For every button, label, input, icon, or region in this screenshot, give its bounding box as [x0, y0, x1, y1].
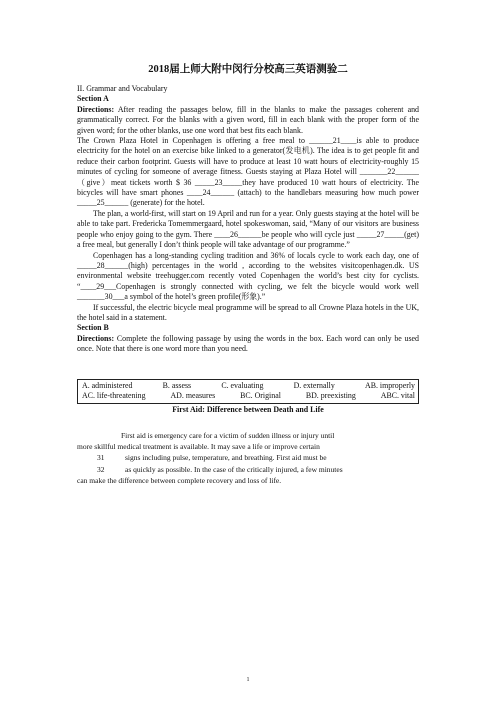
section-b-label: Section B — [77, 323, 109, 333]
word-option: AB. improperly — [365, 380, 415, 390]
word-option: A. administered — [82, 380, 133, 390]
paragraph: Copenhagen has a long-standing cycling tradition and 36% of locals cycle to work each day, one of _____28______(high) percentages in the world , according to the websites visitcopenhagen.dk. US environmental website treehugger.com recently voted Copenhagen the world’s best city for cyclists. “____29___Copenhagen is strongly connected with cycling, we felt the bicycle would work well _______30___a symbol of the hotel’s green profile(形象).” — [77, 250, 419, 302]
paragraph: The plan, a world-first, will start on 19 April and run for a year. Only guests staying at the hotel will be able to take part. Fredericka Tomemmergaard, hotel spokeswoman, said, “Many of our visitors are business people who enjoy going to the gym. There ____26______be people who will cycle just _____27_____(get) a free meal, but generally I don’t think people will take advantage of our programme.” — [77, 208, 419, 250]
word-box-row — [82, 381, 415, 392]
passage-title: First Aid: Difference between Death and Life — [172, 405, 324, 415]
word-option: AC. life-threatening — [82, 391, 146, 401]
directions-label: Directions: — [77, 104, 115, 114]
word-box — [77, 379, 419, 405]
directions-text: Complete the following passage by using the words in the box. Each word can only be used once. Note that there is one word more than you need. — [77, 333, 419, 354]
section-a-directions — [77, 105, 419, 136]
passage-line — [77, 452, 419, 463]
passage-line-text: signs including pulse, temperature, and breathing. First aid must be — [125, 453, 327, 463]
passage-line: can make the difference between complete recovery and loss of life. — [77, 476, 282, 486]
word-option: AD. measures — [170, 391, 216, 401]
word-option: BD. preexisting — [305, 391, 356, 401]
directions-label: Directions: — [77, 333, 115, 343]
directions-text: After reading the passages below, fill in the blanks to make the passages coherent and grammatically correct. For the blanks with a given word, fill in each blank with the proper form of the given word; for the other blanks, use one word that best fits each blank. — [77, 104, 419, 135]
word-option: B. assess — [162, 380, 192, 390]
blank-number: 31 — [97, 453, 105, 463]
word-option: BC. Original — [240, 391, 281, 401]
section-heading: II. Grammar and Vocabulary — [77, 84, 168, 93]
blank-number: 32 — [97, 464, 105, 474]
paragraph: If successful, the electric bicycle meal programme will be spread to all Crowne Plaza hotels in the UK, the hotel said in a statement. — [77, 302, 419, 322]
passage-line — [77, 464, 419, 475]
passage-line: First aid is emergency care for a victim of sudden illness or injury until — [121, 430, 335, 440]
word-option: ABC. vital — [380, 391, 415, 401]
word-box-row — [82, 391, 415, 402]
section-a-label: Section A — [77, 94, 109, 104]
paragraph: The Crown Plaza Hotel in Copenhagen is offering a free meal to ______21____is able to produce electricity for the hotel on an exercise bike linked to a generator(发电机). The idea is to get people fit and reduce their carbon footprint. Guests will have to produce at least 10 watt hours of electricity-roughly 15 minutes of cycling for someone of average fitness. Guests staying at Plaza Hotel will _______22______（give）meat tickets worth $ 36 _____23_____they have produced 10 watt hours of electricity. The bicycles will have smart phones ____24______ (attach) to the handlebars measuring how much power _____25______ (generate) for the hotel. — [77, 136, 419, 208]
section-b-directions — [77, 334, 419, 355]
page-title: 2018届上师大附中闵行分校高三英语测验二 — [148, 64, 348, 75]
word-option: C. evaluating — [221, 380, 264, 390]
document-body — [77, 84, 419, 487]
passage-b — [77, 430, 419, 487]
passage-line: more skillful medical treatment is available. It may save a life or improve certain — [77, 441, 320, 451]
page-number: 1 — [246, 677, 250, 683]
passage-line-text: as quickly as possible. In the case of the critically injured, a few minutes — [125, 464, 343, 474]
word-option: D. externally — [293, 380, 335, 390]
